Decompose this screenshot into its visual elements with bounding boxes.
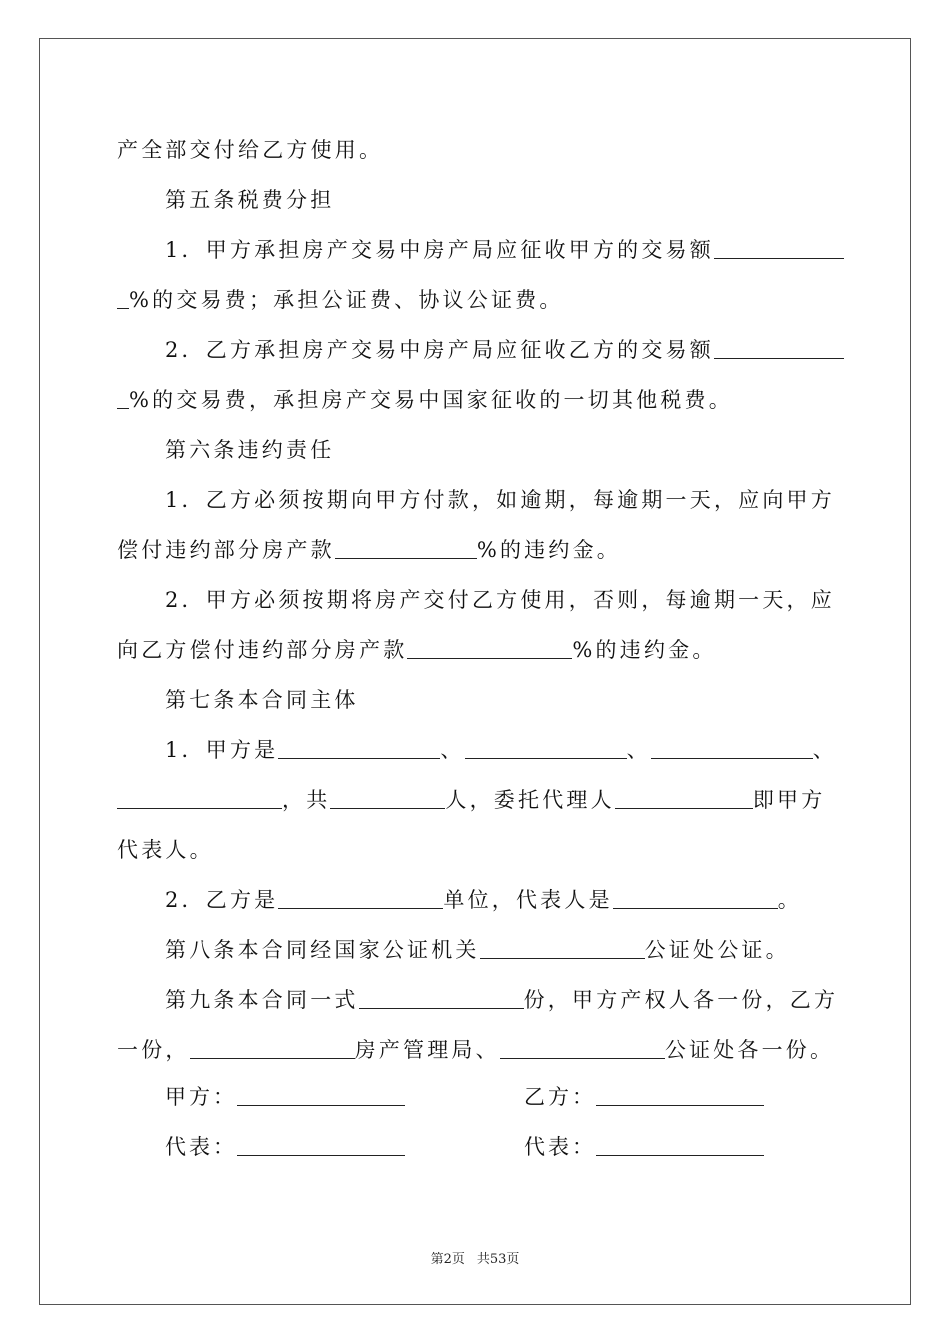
paragraph-line <box>165 736 837 764</box>
clause-text: 份，甲方产权人各一份，乙方 <box>523 988 839 1012</box>
paragraph-line <box>165 986 838 1014</box>
fill-blank <box>615 788 753 809</box>
rep-a-signature <box>165 1133 405 1161</box>
clause-text: %的交易费，承担房产交易中国家征收的一切其他税费。 <box>129 388 733 412</box>
clause-text: %的违约金。 <box>572 638 717 662</box>
clause-text: 偿付违约部分房产款 <box>117 538 335 562</box>
party-a-label: 甲方： <box>165 1085 237 1109</box>
paragraph-line: 2．甲方必须按期将房产交付乙方使用，否则，每逾期一天，应 <box>165 588 835 612</box>
article-heading: 第五条税费分担 <box>165 188 335 212</box>
article-heading: 第六条违约责任 <box>165 438 335 462</box>
article-heading: 第七条本合同主体 <box>165 688 359 712</box>
party-b-label: 乙方： <box>524 1085 596 1109</box>
rep-b-signature <box>524 1133 764 1161</box>
separator: 、 <box>440 738 465 762</box>
fill-blank <box>117 388 129 409</box>
fill-blank <box>613 888 778 909</box>
separator: 、 <box>626 738 651 762</box>
paragraph-line <box>165 336 844 364</box>
clause-text: 人，委托代理人 <box>445 788 615 812</box>
paragraph-line <box>117 786 825 814</box>
clause-text: 2．乙方承担房产交易中房产局应征收乙方的交易额 <box>165 338 714 362</box>
fill-blank <box>117 288 129 309</box>
signature-blank <box>237 1135 405 1156</box>
party-a-signature <box>165 1083 405 1111</box>
clause-text: 房产管理局、 <box>354 1038 500 1062</box>
fill-blank <box>330 788 445 809</box>
paragraph-line <box>117 1036 834 1064</box>
page-footer <box>0 1248 950 1267</box>
separator: 、 <box>812 738 837 762</box>
page-number: 第2页 <box>430 1252 465 1267</box>
rep-a-label: 代表： <box>165 1135 237 1159</box>
fill-blank <box>335 538 477 559</box>
fill-blank <box>714 238 844 259</box>
fill-blank <box>117 788 282 809</box>
clause-text: 第八条本合同经国家公证机关 <box>165 938 480 962</box>
signature-blank <box>596 1085 764 1106</box>
clause-text: %的交易费；承担公证费、协议公证费。 <box>129 288 564 312</box>
signature-blank <box>237 1085 405 1106</box>
paragraph-line: 代表人。 <box>117 838 214 862</box>
fill-blank <box>190 1038 355 1059</box>
clause-text: %的违约金。 <box>476 538 621 562</box>
paragraph-line <box>165 886 802 914</box>
fill-blank <box>278 738 440 759</box>
paragraph-line <box>117 636 717 664</box>
paragraph-line <box>117 536 621 564</box>
fill-blank <box>359 988 524 1009</box>
fill-blank <box>651 738 813 759</box>
clause-text: 单位，代表人是 <box>443 888 613 912</box>
paragraph-line <box>117 386 733 414</box>
page-border <box>39 38 911 1305</box>
signature-blank <box>596 1135 764 1156</box>
rep-b-label: 代表： <box>524 1135 596 1159</box>
clause-text: 一份， <box>117 1038 190 1062</box>
fill-blank <box>407 638 572 659</box>
clause-text: 。 <box>777 888 802 912</box>
page-total: 共53页 <box>476 1252 520 1267</box>
paragraph-line <box>165 236 844 264</box>
party-b-signature <box>524 1083 764 1111</box>
clause-text: ，共 <box>282 788 331 812</box>
paragraph-line: 1．乙方必须按期向甲方付款，如逾期，每逾期一天，应向甲方 <box>165 488 835 512</box>
clause-text: 向乙方偿付违约部分房产款 <box>117 638 408 662</box>
clause-text: 1．甲方承担房产交易中房产局应征收甲方的交易额 <box>165 238 714 262</box>
clause-text: 1．甲方是 <box>165 738 279 762</box>
fill-blank <box>500 1038 665 1059</box>
fill-blank <box>714 338 844 359</box>
fill-blank <box>465 738 627 759</box>
clause-text: 即甲方 <box>752 788 826 812</box>
clause-text: 第九条本合同一式 <box>165 988 359 1012</box>
fill-blank <box>278 888 443 909</box>
paragraph-line: 产全部交付给乙方使用。 <box>117 138 384 162</box>
paragraph-line <box>117 286 564 314</box>
clause-text: 2．乙方是 <box>165 888 279 912</box>
clause-text: 公证处各一份。 <box>664 1038 835 1062</box>
paragraph-line <box>165 936 790 964</box>
fill-blank <box>480 938 645 959</box>
clause-text: 公证处公证。 <box>644 938 790 962</box>
